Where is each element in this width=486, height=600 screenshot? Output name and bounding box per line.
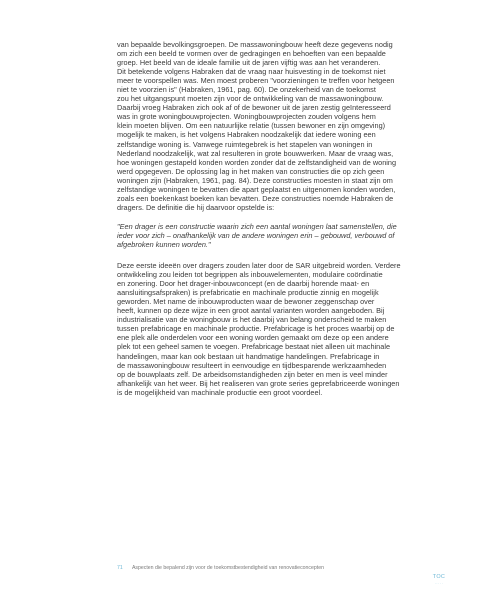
body-text [117, 40, 422, 407]
toc-dots-icon: ..... [434, 580, 444, 585]
page-footer [117, 565, 447, 571]
paragraph-1: van bepaalde bevolkingsgroepen. De massawoningbouw heeft deze gegevens nodig om zich een beeld te vormen over de gedragingen en behoeften van een bepaalde groep. Het beeld van de ideale familie uit de jaren vijftig was aan het veranderen. Dit betekende volgens Habraken dat de vraag naar huisvesting in de toekomst niet meer te voorspellen was. Men moest proberen "voorzieningen te treffen voor hetgeen niet te voorzien is" (Habraken, 1961, pag. 60). De onzekerheid van de toekomst zou het uitgangspunt moeten zijn voor de ontwikkeling van de massawoningbouw. Daarbij vroeg Habraken zich ook af of de bewoner uit de jaren zestig geïnteresseerd was in grote woningbouwprojecten. Woningbouwprojecten zouden volgens hem klein moeten blijven. Om een natuurlijke relatie (tussen bewoner en zijn omgeving) mogelijk te maken, is het volgens Habraken noodzakelijk dat iedere woning een zelfstandige woning is. Vanwege ruimtegebrek is het stapelen van woningen in Nederland noodzakelijk, wat zal resulteren in grote bouwwerken. Maar de vraag was, hoe woningen gestapeld konden worden zonder dat de zelfstandigheid van de woning werd opgegeven. De oplossing lag in het maken van constructies die op zich geen woningen zijn (Habraken, 1961, pag. 84). Deze constructies moesten in staat zijn om zelfstandige woningen te bevatten die apart geplaatst en uitgenomen konden worden, zoals een boekenkast boeken kan bevatten. Deze constructies noemde Habraken de dragers. De definitie die hij daarvoor opstelde is: [117, 40, 397, 212]
toc-link[interactable] [428, 574, 450, 585]
toc-label: TOC [432, 574, 446, 580]
running-title: Aspecten die bepalend zijn voor de toekomstbestendigheid van renovatieconcepten [131, 565, 325, 571]
page-number: 71 [117, 565, 123, 571]
paragraph-2: Deze eerste ideeën over dragers zouden later door de SAR uitgebreid worden. Verdere ontwikkeling zou leiden tot begrippen als inbouwelementen, modulaire coördinatie en zonering. Door het drager-inbouwconcept (en de daarbij horende maat- en aansluitingsafspraken) is prefabricatie en machinale productie zinnig en mogelijk geworden. Met name de inbouwproducten waar de bewoner zeggenschap over heeft, kunnen op deze wijze in een groot aantal varianten worden aangeboden. Bij industrialisatie van de woningbouw is het daarbij van belang onderscheid te maken tussen prefabricage en machinale productie. Prefabricage is het proces waarbij op de ene plek alle onderdelen voor een woning worden gemaakt om deze op een andere plek tot een geheel samen te voegen. Prefabricage bestaat niet alleen uit machinale handelingen, maar kan ook bestaan uit handmatige handelingen. Prefabricage in de massawoningbouw resulteert in eenvoudige en tijdbesparende werkzaamheden op de bouwplaats zelf. De arbeidsomstandigheden zijn beter en men is veel minder afhankelijk van het weer. Bij het realiseren van grote series geprefabriceerde woningen is de mogelijkheid van machinale productie een groot voordeel. [117, 261, 401, 397]
definition-quote: "Een drager is een constructie waarin zich een aantal woningen laat samenstellen, die ieder voor zich – onafhankelijk van de andere woningen erin – gebouwd, verbouwd of afgebroken kunnen worden." [117, 221, 397, 249]
